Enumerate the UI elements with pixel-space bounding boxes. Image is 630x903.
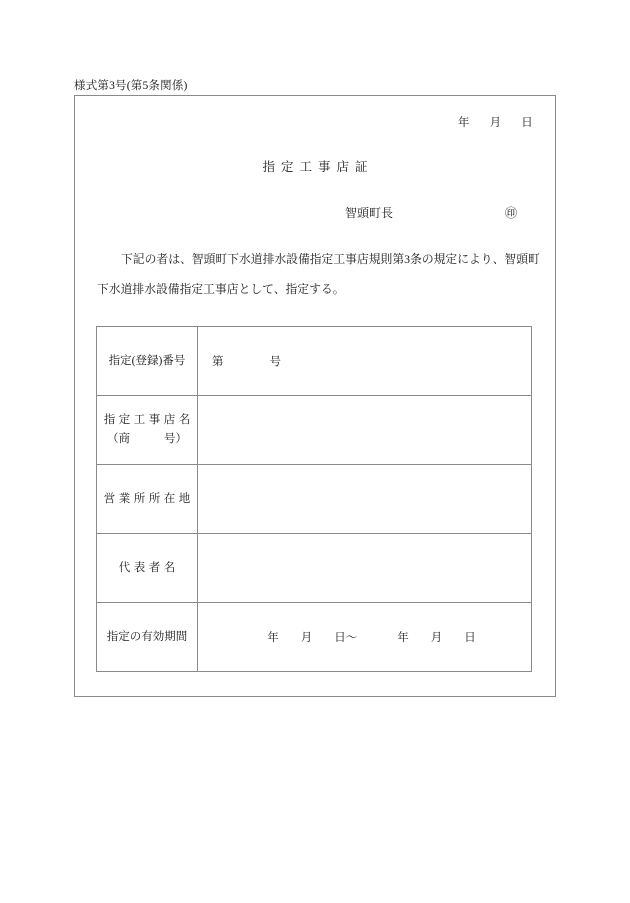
row-label-office-address: 営業所所在地 [97,465,198,534]
body-line-2: 下水道排水設備指定工事店として、指定する。 [97,282,345,296]
trade-name-close: 号） [164,433,187,445]
date-month-label: 月 [489,117,502,129]
table-row [97,396,532,465]
period-from-year: 年 [267,632,279,644]
number-suffix: 号 [269,356,281,368]
row-label-designation-number: 指定(登録)番号 [97,327,198,396]
row-label-shop-name-line1: 指定工事店名 [103,414,194,426]
period-to-year: 年 [397,632,409,644]
seal-icon: ㊞ [505,206,518,220]
table-row [97,603,532,672]
row-value-designation-number[interactable] [198,327,532,396]
row-label-shop-name [97,396,198,465]
date-line [458,114,533,130]
document-frame [74,95,556,697]
issuer-name: 智頭町長 [345,206,394,220]
row-value-valid-period[interactable] [198,603,532,672]
form-number-label: 様式第3号(第5条関係) [74,80,188,92]
period-from-month: 月 [300,632,313,644]
date-day-label: 日 [521,117,533,129]
table-row [97,465,532,534]
body-paragraph [97,244,539,304]
body-line-1: 下記の者は、智頭町下水道排水設備指定工事店規則第3条の規定により、智頭町 [121,252,540,266]
trade-name-open: （商 [107,433,130,445]
period-to-day: 日 [464,632,476,644]
period-to-month: 月 [430,632,443,644]
row-label-shop-name-line2 [97,430,197,449]
date-year-label: 年 [457,117,470,129]
document-title: 指定工事店証 [262,160,374,174]
row-value-representative-name[interactable] [198,534,532,603]
row-value-office-address[interactable] [198,465,532,534]
period-from-day: 日～ [334,632,358,644]
number-prefix: 第 [212,356,224,368]
table-row [97,327,532,396]
row-label-representative-name: 代表者名 [97,534,198,603]
row-label-valid-period: 指定の有効期間 [97,603,198,672]
designation-table [96,326,532,672]
row-value-shop-name[interactable] [198,396,532,465]
issuer-line [345,204,517,221]
table-row [97,534,532,603]
